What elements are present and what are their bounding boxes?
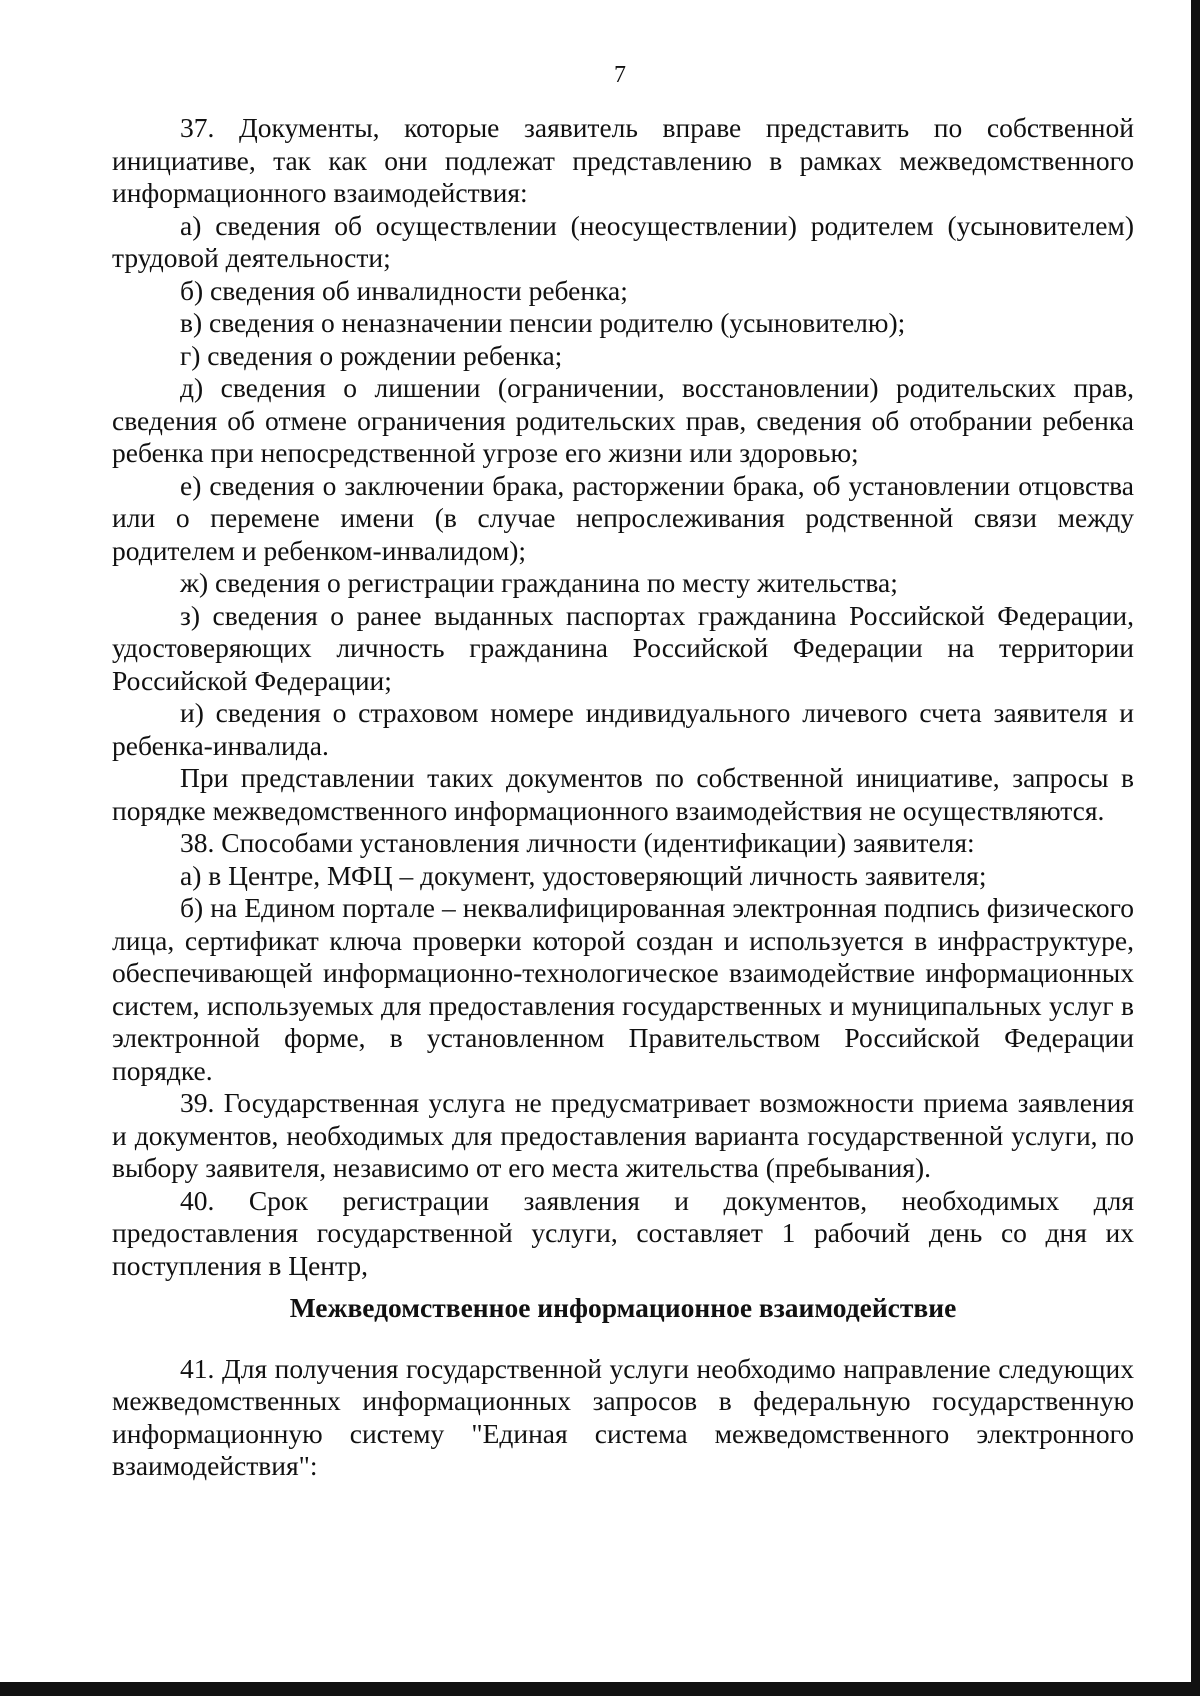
item-a-employment: а) сведения об осуществлении (неосуществлении) родителем (усыновителем) трудовой деятельности;	[112, 209, 1134, 273]
item-z-passports: з) сведения о ранее выданных паспортах гражданина Российской Федерации, удостоверяющих личность гражданина Российской Федерации на территории Российской Федерации;	[112, 599, 1134, 696]
item-e-marriage: е) сведения о заключении брака, расторжении брака, об установлении отцовства или о перемене имени (в случае непрослеживания родственной связи между родителем и ребенком-инвалидом);	[112, 469, 1134, 566]
paragraph-own-initiative: При представлении таких документов по собственной инициативе, запросы в порядке межведомственного информационного взаимодействия не осуществляются.	[112, 762, 1134, 826]
item-v-pension: в) сведения о неназначении пенсии родителю (усыновителю);	[180, 307, 906, 338]
scan-bottom-border	[0, 1682, 1200, 1696]
item-38-b: б) на Едином портале – неквалифицированная электронная подпись физического лица, сертификат ключа проверки которой создан и используется в инфраструктуре, обеспечивающей информационно-технологическое взаимодействие информационных систем, используемых для предоставления государственных и муниципальных услуг в электронной форме, в установленном Правительством Российской Федерации порядке.	[112, 892, 1134, 1086]
section-heading: Межведомственное информационное взаимодействие	[289, 1292, 957, 1323]
item-g-birth: г) сведения о рождении ребенка;	[180, 339, 563, 371]
paragraph-40: 40. Срок регистрации заявления и документов, необходимых для предоставления государственной услуги, составляет 1 рабочий день со дня их поступления в Центр,	[112, 1184, 1134, 1281]
item-d-parental-rights: д) сведения о лишении (ограничении, восстановлении) родительских прав, сведения об отмене ограничения родительских прав, сведения об отобрании ребенка ребенка при непосредственной угрозе его жизни или здоровью;	[112, 372, 1134, 468]
item-38-a: а) в Центре, МФЦ – документ, удостоверяющий личность заявителя;	[180, 859, 987, 891]
paragraph-37: 37. Документы, которые заявитель вправе представить по собственной инициативе, так как они подлежат представлению в рамках межведомственного информационного взаимодействия:	[112, 112, 1134, 208]
paragraph-41: 41. Для получения государственной услуги необходимо направление следующих межведомственных информационных запросов в федеральную государственную информационную систему "Единая система межведомственного электронного взаимодействия":	[112, 1352, 1134, 1481]
document-body	[112, 112, 1134, 1483]
item-b-disability: б) сведения об инвалидности ребенка;	[180, 274, 628, 306]
item-i-snils: и) сведения о страховом номере индивидуального личевого счета заявителя и ребенка-инвалида.	[112, 697, 1134, 761]
page-number: 7	[614, 62, 626, 88]
scan-right-border	[1191, 0, 1200, 1696]
item-zh-registration: ж) сведения о регистрации гражданина по месту жительства;	[180, 567, 898, 598]
paragraph-39: 39. Государственная услуга не предусматривает возможности приема заявления и документов, необходимых для предоставления варианта государственной услуги, по выбору заявителя, независимо от его места жительства (пребывания).	[112, 1087, 1134, 1183]
paragraph-38: 38. Способами установления личности (идентификации) заявителя:	[180, 827, 975, 858]
